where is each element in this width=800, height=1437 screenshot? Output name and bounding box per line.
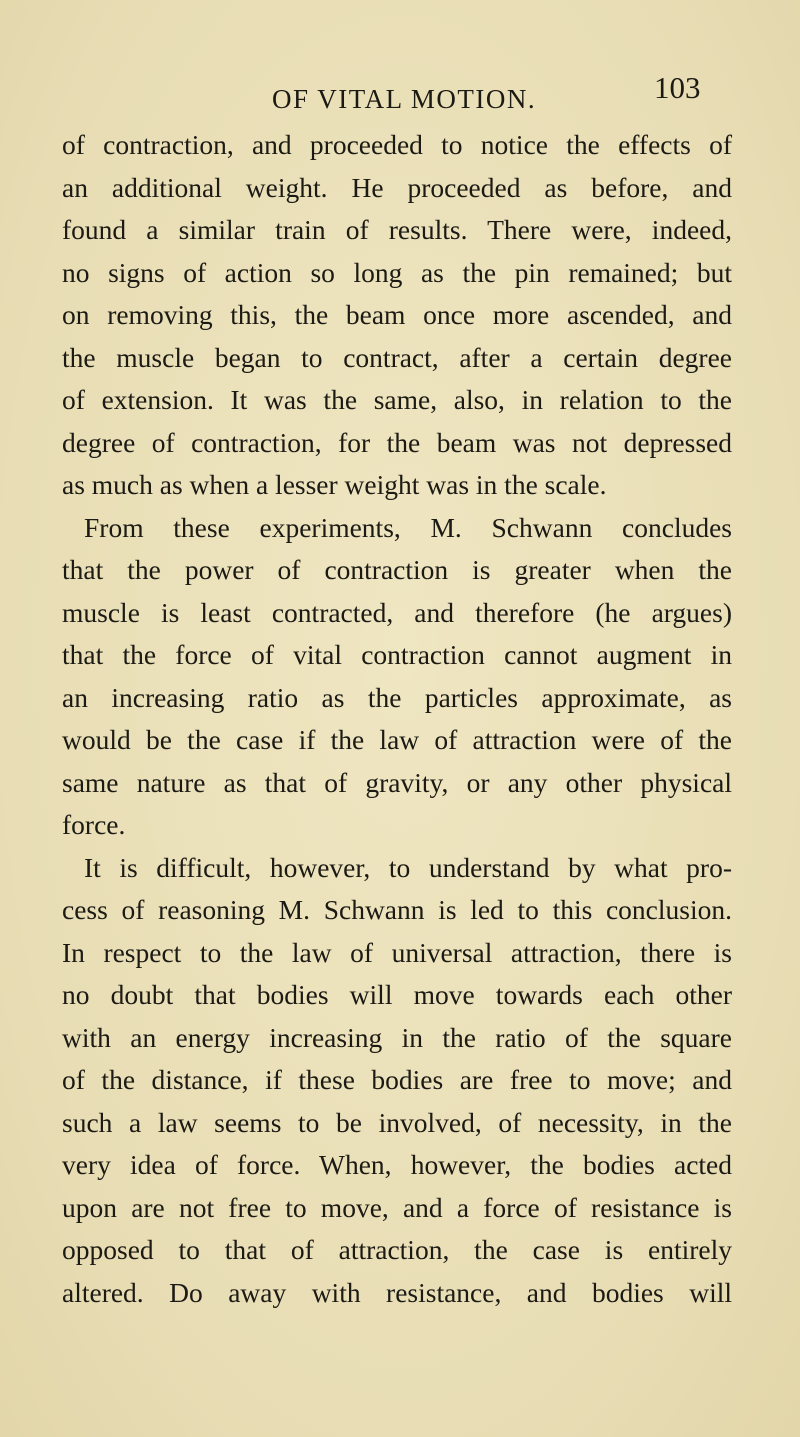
page-number: 103	[654, 70, 701, 105]
text-line: that the power of contraction is greater when the	[62, 554, 732, 585]
text-line: an additional weight. He proceeded as before, and	[62, 171, 732, 203]
text-line: force.	[62, 809, 126, 840]
text-line: no signs of action so long as the pin remained; but	[62, 256, 732, 288]
text-line: degree of contraction, for the beam was not depressed	[62, 426, 732, 458]
text-line: found a similar train of results. There were, indeed,	[62, 214, 732, 245]
running-title: OF VITAL MOTION.	[272, 84, 537, 114]
text-line: on removing this, the beam once more ascended, and	[62, 299, 732, 330]
text-line: no doubt that bodies will move towards each other	[62, 979, 732, 1010]
text-line: of contraction, and proceeded to notice the effects of	[62, 129, 732, 160]
text-line: of the distance, if these bodies are free to move; and	[62, 1064, 732, 1095]
text-line: From these experiments, M. Schwann concludes	[84, 511, 732, 543]
text-line: opposed to that of attraction, the case is entirely	[62, 1234, 732, 1265]
text-line: such a law seems to be involved, of necessity, in the	[62, 1106, 732, 1138]
text-line: altered. Do away with resistance, and bodies will	[62, 1276, 732, 1308]
text-line: that the force of vital contraction cannot augment in	[62, 639, 732, 670]
text-line: same nature as that of gravity, or any other physical	[62, 766, 732, 798]
text-line: the muscle began to contract, after a certain degree	[62, 341, 732, 373]
text-line: with an energy increasing in the ratio of the square	[62, 1021, 732, 1053]
running-head	[0, 70, 800, 114]
text-line: upon are not free to move, and a force of resistance is	[62, 1191, 732, 1223]
text-line: very idea of force. When, however, the bodies acted	[62, 1149, 732, 1180]
body-text	[62, 124, 732, 1314]
text-line: muscle is least contracted, and therefore (he argues)	[62, 596, 732, 628]
text-line: would be the case if the law of attraction were of the	[62, 724, 732, 755]
text-line: In respect to the law of universal attraction, there is	[62, 936, 732, 968]
text-line: of extension. It was the same, also, in relation to the	[62, 384, 732, 415]
text-line: as much as when a lesser weight was in the scale.	[62, 469, 607, 500]
text-line: an increasing ratio as the particles approximate, as	[62, 681, 732, 713]
text-line: cess of reasoning M. Schwann is led to this conclusion.	[62, 894, 732, 925]
text-line: It is difficult, however, to understand by what pro-	[84, 851, 732, 883]
